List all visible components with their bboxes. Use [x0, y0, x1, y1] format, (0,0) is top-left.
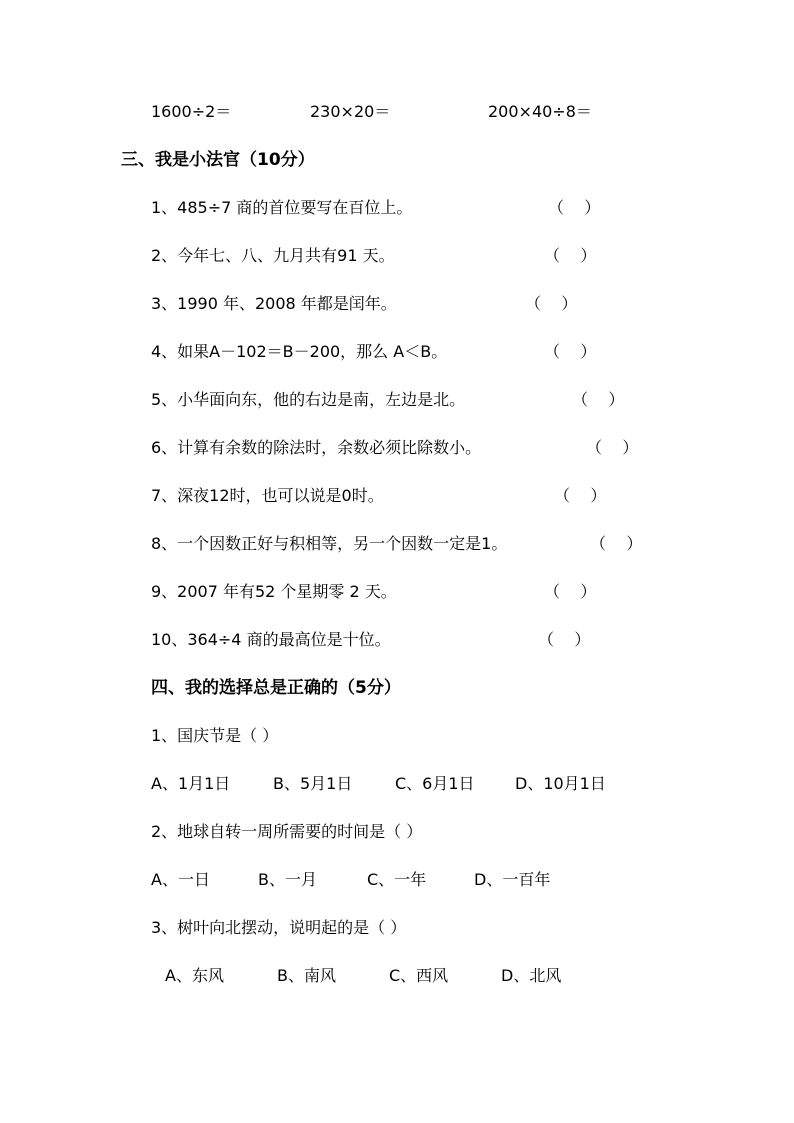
- choice-1-option-c[interactable]: C、6月1日: [395, 774, 475, 793]
- choice-question-3: 3、树叶向北摆动，说明起的是（ ）: [151, 918, 407, 937]
- choice-1-option-d[interactable]: D、10月1日: [515, 774, 606, 793]
- judge-answer-5[interactable]: （ ）: [572, 390, 625, 409]
- judge-answer-8[interactable]: （ ）: [590, 534, 643, 553]
- judge-item-5: 5、小华面向东，他的右边是南，左边是北。: [151, 390, 466, 409]
- judge-answer-7[interactable]: （ ）: [554, 486, 607, 505]
- judge-item-4: 4、如果A－102＝B－200，那么 A＜B。: [151, 342, 448, 361]
- choice-2-option-c[interactable]: C、一年: [367, 870, 427, 889]
- judge-answer-2[interactable]: （ ）: [544, 246, 597, 265]
- choice-2-option-a[interactable]: A、一日: [151, 870, 210, 889]
- judge-item-8: 8、一个因数正好与积相等，另一个因数一定是1。: [151, 534, 508, 553]
- judge-item-7: 7、深夜12时，也可以说是0时。: [151, 486, 384, 505]
- judge-item-2: 2、今年七、八、九月共有91 天。: [151, 246, 395, 265]
- calc-230-times-20: 230×20＝: [310, 102, 391, 121]
- judge-answer-9[interactable]: （ ）: [544, 582, 597, 601]
- choice-3-option-a[interactable]: A、东风: [165, 966, 224, 985]
- judge-answer-6[interactable]: （ ）: [586, 438, 639, 457]
- choice-1-option-a[interactable]: A、1月1日: [151, 774, 231, 793]
- calc-1600-div-2: 1600÷2＝: [151, 102, 232, 121]
- section-3-title: 三、我是小法官（10分）: [121, 150, 315, 170]
- choice-question-1: 1、国庆节是（ ）: [151, 726, 279, 745]
- judge-item-10: 10、364÷4 商的最高位是十位。: [151, 630, 391, 649]
- choice-3-option-d[interactable]: D、北风: [501, 966, 562, 985]
- judge-item-1: 1、485÷7 商的首位要写在百位上。: [151, 198, 413, 217]
- judge-item-6: 6、计算有余数的除法时，余数必须比除数小。: [151, 438, 482, 457]
- choice-2-option-d[interactable]: D、一百年: [474, 870, 551, 889]
- judge-answer-4[interactable]: （ ）: [544, 342, 597, 361]
- choice-3-option-c[interactable]: C、西风: [389, 966, 449, 985]
- judge-answer-3[interactable]: （ ）: [525, 294, 578, 313]
- choice-1-option-b[interactable]: B、5月1日: [273, 774, 353, 793]
- choice-3-option-b[interactable]: B、南风: [277, 966, 336, 985]
- judge-answer-10[interactable]: （ ）: [538, 630, 591, 649]
- choice-question-2: 2、地球自转一周所需要的时间是（ ）: [151, 822, 423, 841]
- choice-2-option-b[interactable]: B、一月: [258, 870, 317, 889]
- judge-item-9: 9、2007 年有52 个星期零 2 天。: [151, 582, 397, 601]
- judge-item-3: 3、1990 年、2008 年都是闰年。: [151, 294, 397, 313]
- calc-200-times-40-div-8: 200×40÷8＝: [488, 102, 592, 121]
- section-4-title: 四、我的选择总是正确的（5分）: [151, 678, 401, 698]
- judge-answer-1[interactable]: （ ）: [548, 198, 601, 217]
